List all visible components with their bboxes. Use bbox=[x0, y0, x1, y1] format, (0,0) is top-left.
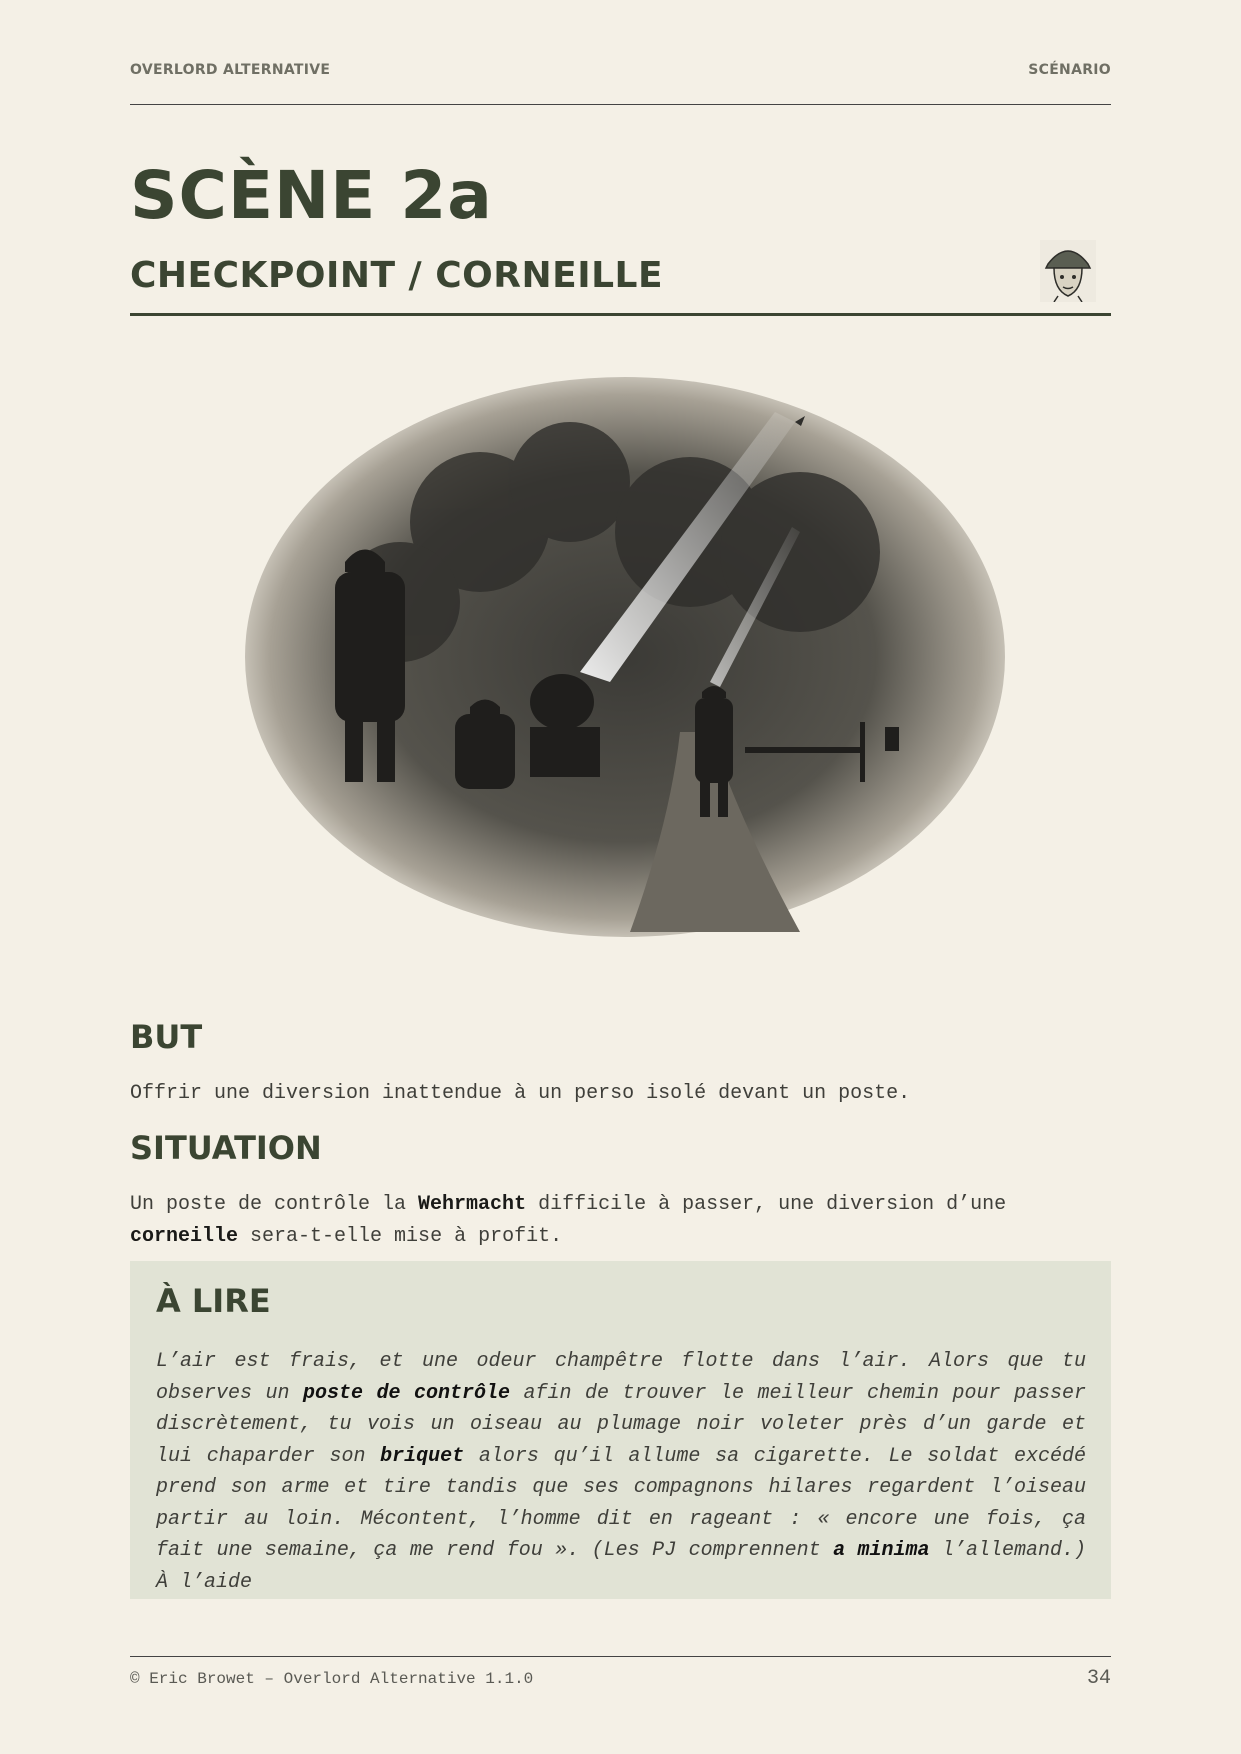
emphasis-a-minima: a minima bbox=[833, 1539, 930, 1562]
header-book-title: OVERLORD ALTERNATIVE bbox=[130, 62, 331, 78]
situation-text: Un poste de contrôle la Wehrmacht difficile à passer, une diversion d’une corneille sera-t-elle mise à profit. bbox=[130, 1193, 1007, 1248]
page bbox=[130, 0, 1111, 1754]
header-section: SCÉNARIO bbox=[1028, 62, 1111, 78]
header-divider bbox=[130, 104, 1111, 105]
a-lire-heading: À LIRE bbox=[156, 1282, 271, 1320]
emphasis-briquet: briquet bbox=[380, 1444, 465, 1468]
read-aloud-box bbox=[130, 1261, 1111, 1599]
scene-title: SCÈNE 2a bbox=[130, 157, 493, 234]
footer-credit: © Eric Browet – Overlord Alternative 1.1.0 bbox=[130, 1670, 534, 1688]
emphasis-wehrmacht: Wehrmacht bbox=[418, 1193, 527, 1216]
footer-divider bbox=[130, 1656, 1111, 1657]
emphasis-corneille: corneille bbox=[130, 1225, 239, 1248]
page-number: 34 bbox=[1086, 1667, 1111, 1690]
read-aloud-text: L’air est frais, et une odeur champêtre flotte dans l’air. Alors que tu observes un poste de contrôle afin de trouver le meilleur chemin pour passer discrètement, tu vois un oiseau au plumage noir voleter près d’un garde et lui chaparder son briquet alors qu’il allume sa cigarette. Le soldat excédé prend son arme et tire tandis que ses compagnons hilares regardent l’oiseau partir au loin. Mécontent, l’homme dit en rageant : « encore une fois, ça fait une semaine, ça me rend fou ». (Les PJ comprennent a minima l’allemand.) À l’aide bbox=[156, 1350, 1087, 1594]
soldier-helmet-icon bbox=[1040, 240, 1096, 302]
but-heading: BUT bbox=[130, 1018, 203, 1056]
emphasis-poste: poste de contrôle bbox=[303, 1381, 511, 1405]
situation-heading: SITUATION bbox=[130, 1129, 322, 1167]
scene-subtitle: CHECKPOINT / CORNEILLE bbox=[130, 255, 664, 296]
but-text: Offrir une diversion inattendue à un perso isolé devant un poste. bbox=[130, 1082, 911, 1105]
title-divider bbox=[130, 313, 1111, 316]
running-header bbox=[130, 62, 1111, 82]
checkpoint-searchlight-illustration bbox=[240, 372, 1010, 942]
